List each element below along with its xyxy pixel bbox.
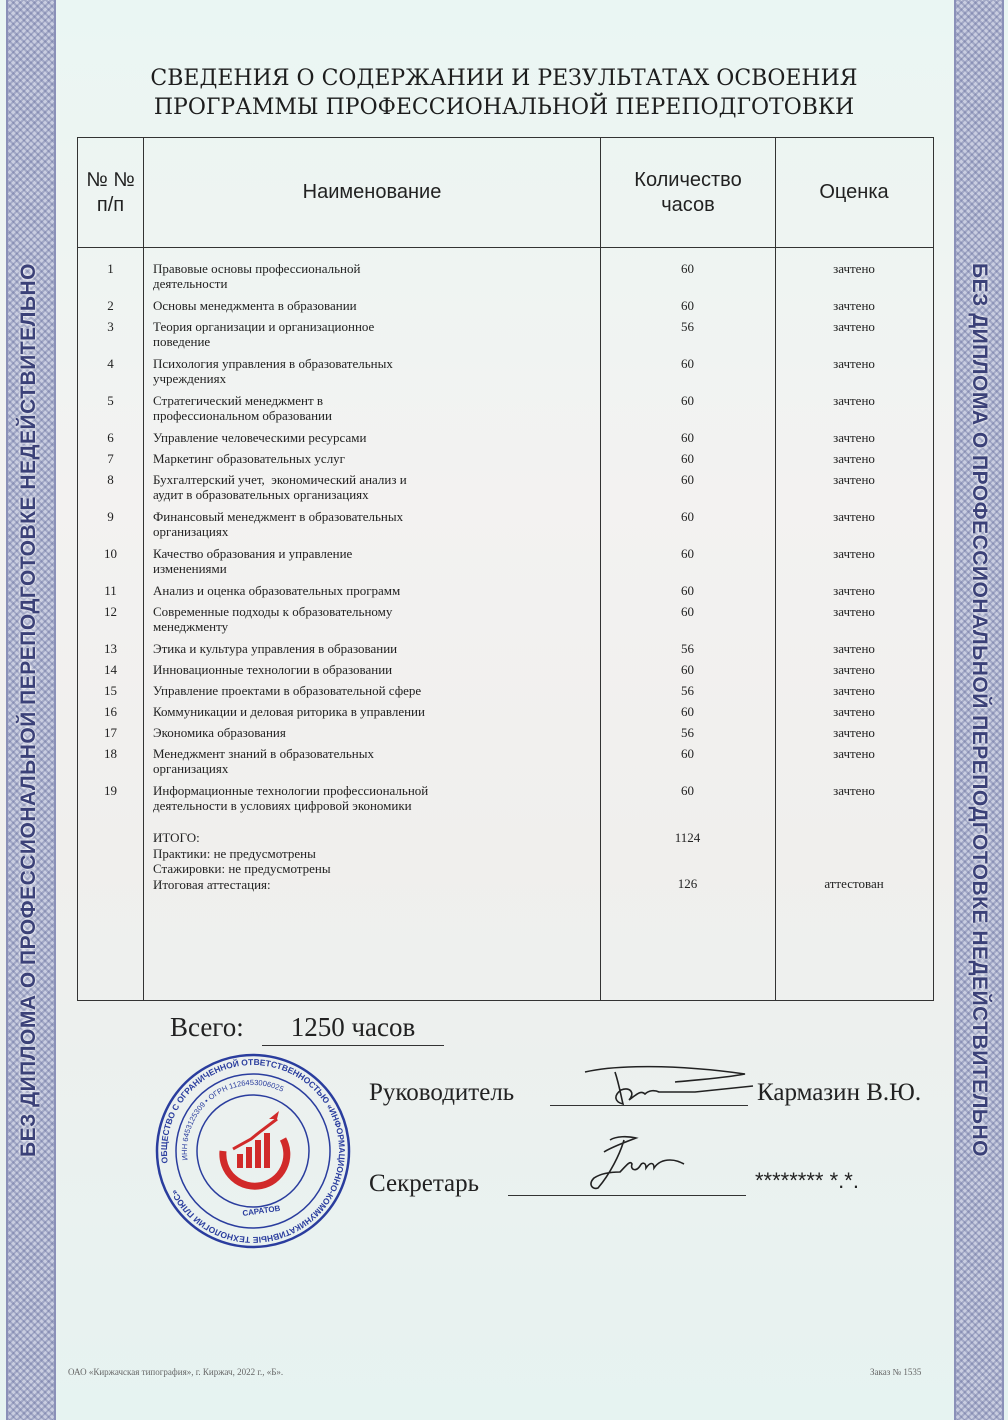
row-hours: 60: [681, 783, 694, 798]
row-name: [153, 746, 513, 776]
row-number: 8: [107, 472, 114, 487]
row-name-line-1: Информационные технологии профессиональной: [153, 783, 429, 798]
row-number: 4: [107, 356, 114, 371]
row-number: 13: [104, 641, 117, 656]
row-name-line-1: Инновационные технологии в образовании: [153, 662, 393, 677]
row-name-line-1: Анализ и оценка образовательных программ: [153, 583, 401, 598]
row-grade: зачтено: [833, 509, 875, 524]
row-name-line-1: Финансовый менеджмент в образовательных: [153, 509, 404, 524]
header-grade: Оценка: [819, 181, 889, 203]
total-hours: 1124: [674, 830, 701, 845]
row-number: 6: [107, 430, 114, 445]
row-number: 16: [104, 704, 117, 719]
row-name-line-1: Бухгалтерский учет, экономический анализ и: [153, 472, 407, 487]
row-number: 19: [104, 783, 117, 798]
row-name: [153, 509, 513, 539]
row-name: [153, 546, 513, 576]
row-name-line-2: деятельности: [153, 276, 228, 291]
row-grade: зачтено: [833, 725, 875, 740]
printer-imprint: ОАО «Киржачская типография», г. Киржач, 2022 г., «Б».: [68, 1367, 284, 1377]
left-border-text: БЕЗ ДИПЛОМА О ПРОФЕССИОНАЛЬНОЙ ПЕРЕПОДГОТОВКЕ НЕДЕЙСТВИТЕЛЬНО: [17, 263, 40, 1157]
row-number: 5: [107, 393, 114, 408]
row-hours: 60: [681, 356, 694, 371]
row-grade: зачтено: [833, 319, 875, 334]
header-divider: [78, 247, 933, 248]
row-name-line-1: Маркетинг образовательных услуг: [153, 451, 346, 466]
row-number: 9: [107, 509, 114, 524]
final-attestation-hours: 126: [677, 876, 698, 891]
row-grade: зачтено: [833, 298, 875, 313]
organization-seal: [153, 1051, 353, 1251]
row-hours: 60: [681, 261, 694, 276]
svg-text:ОБЩЕСТВО С ОГРАНИЧЕННОЙ ОТВЕТС: ОБЩЕСТВО С ОГРАНИЧЕННОЙ ОТВЕТСТВЕННОСТЬЮ «ИНФОРМАЦИОННО-КОММУНИКАТИВНЫЕ ТЕХНОЛОГИИ ПЛЮС»: [158, 1056, 348, 1246]
practice-text: Практики: не предусмотрены: [153, 845, 316, 861]
row-hours: 60: [681, 430, 694, 445]
row-name: [153, 430, 513, 445]
row-name-line-1: Основы менеджмента в образовании: [153, 298, 357, 313]
row-number: 12: [104, 604, 117, 619]
row-name-line-1: Стратегический менеджмент в: [153, 393, 324, 408]
row-name: [153, 583, 513, 598]
row-hours: 60: [681, 604, 694, 619]
row-grade: зачтено: [833, 704, 875, 719]
row-name-line-1: Коммуникации и деловая риторика в управлении: [153, 704, 425, 719]
row-name-line-2: изменениями: [153, 561, 227, 576]
row-name-line-1: Качество образования и управление: [153, 546, 353, 561]
row-hours: 60: [681, 298, 694, 313]
row-grade: зачтено: [833, 662, 875, 677]
row-hours: 60: [681, 704, 694, 719]
row-number: 2: [107, 298, 114, 313]
row-number: 3: [107, 319, 114, 334]
row-grade: зачтено: [833, 641, 875, 656]
row-hours: 56: [681, 725, 694, 740]
row-name-line-1: Этика и культура управления в образовании: [153, 641, 398, 656]
row-name: [153, 604, 513, 634]
row-name: [153, 356, 513, 386]
secretary-signature-icon: [580, 1130, 700, 1200]
secretary-label: Секретарь: [369, 1170, 480, 1197]
row-grade: зачтено: [833, 261, 875, 276]
total-label: ИТОГО:: [153, 830, 200, 845]
row-name-line-2: организациях: [153, 524, 229, 539]
row-name: [153, 704, 513, 719]
right-border-text: БЕЗ ДИПЛОМА О ПРОФЕССИОНАЛЬНОЙ ПЕРЕПОДГОТОВКЕ НЕДЕЙСТВИТЕЛЬНО: [968, 263, 991, 1157]
row-name-line-1: Менеджмент знаний в образовательных: [153, 746, 374, 761]
row-number: 11: [104, 583, 117, 598]
row-hours: 60: [681, 509, 694, 524]
row-name-line-2: аудит в образовательных организациях: [153, 487, 369, 502]
row-number: 7: [107, 451, 114, 466]
row-hours: 60: [681, 746, 694, 761]
subjects-table: [77, 137, 934, 1001]
row-name: [153, 393, 513, 423]
row-hours: 60: [681, 546, 694, 561]
row-hours: 60: [681, 393, 694, 408]
row-name-line-1: Психология управления в образовательных: [153, 356, 393, 371]
row-grade: зачтено: [833, 683, 875, 698]
row-grade: зачтено: [833, 746, 875, 761]
header-name: Наименование: [302, 181, 442, 203]
row-name-line-2: организациях: [153, 761, 229, 776]
row-name-line-2: профессиональном образовании: [153, 408, 332, 423]
row-name: [153, 261, 513, 291]
row-grade: зачтено: [833, 604, 875, 619]
row-number: 15: [104, 683, 117, 698]
row-name: [153, 319, 513, 349]
row-grade: зачтено: [833, 430, 875, 445]
row-name-line-2: поведение: [153, 334, 211, 349]
header-num-line-2: п/п: [96, 193, 125, 216]
row-grade: зачтено: [833, 546, 875, 561]
title-line-1: СВЕДЕНИЯ О СОДЕРЖАНИИ И РЕЗУЛЬТАТАХ ОСВОЕНИЯ: [150, 66, 858, 91]
internship-text: Стажировки: не предусмотрены: [153, 861, 331, 876]
header-num: [78, 138, 143, 247]
title-line-2: ПРОГРАММЫ ПРОФЕССИОНАЛЬНОЙ ПЕРЕПОДГОТОВКИ: [153, 95, 855, 120]
row-name: [153, 472, 513, 502]
header-hours-line-2: часов: [661, 193, 715, 216]
row-hours: 60: [681, 472, 694, 487]
row-grade: зачтено: [833, 356, 875, 371]
svg-text:ИНН 6453125309 • ОГРН 11264530: ИНН 6453125309 • ОГРН 1126453006025: [179, 1077, 286, 1161]
row-name-line-1: Управление человеческими ресурсами: [153, 430, 367, 445]
svg-text:САРАТОВ: САРАТОВ: [241, 1203, 281, 1219]
row-hours: 56: [681, 641, 694, 656]
row-name: [153, 683, 513, 698]
secretary-name: ******** *.*.: [755, 1168, 859, 1193]
row-name-line-1: Экономика образования: [153, 725, 286, 740]
row-name-line-2: учреждениях: [153, 371, 227, 386]
row-number: 14: [104, 662, 117, 677]
row-name: [153, 783, 513, 813]
head-signature-icon: [575, 1060, 765, 1110]
row-hours: 60: [681, 451, 694, 466]
total-label: Всего:: [170, 1012, 244, 1042]
row-number: 10: [104, 546, 117, 561]
row-name-line-1: Правовые основы профессиональной: [153, 261, 361, 276]
row-hours: 60: [681, 583, 694, 598]
row-name-line-1: Управление проектами в образовательной сфере: [153, 683, 422, 698]
header-hours-line-1: Количество: [634, 168, 742, 191]
row-grade: зачтено: [833, 472, 875, 487]
row-grade: зачтено: [833, 393, 875, 408]
row-name: [153, 298, 513, 313]
row-grade: зачтено: [833, 583, 875, 598]
seal-logo-icon: [223, 1111, 287, 1186]
head-label: Руководитель: [369, 1079, 515, 1106]
row-name-line-2: менеджменту: [153, 619, 229, 634]
row-name: [153, 662, 513, 677]
head-name: Кармазин В.Ю.: [757, 1079, 922, 1106]
row-name: [153, 725, 513, 740]
document-title: [0, 64, 1008, 122]
header-hours: [601, 138, 775, 247]
row-hours: 56: [681, 319, 694, 334]
row-name-line-1: Теория организации и организационное: [153, 319, 375, 334]
row-name-line-2: деятельности в условиях цифровой экономики: [153, 798, 412, 813]
final-attestation-label: Итоговая аттестация:: [153, 876, 271, 892]
row-grade: зачтено: [833, 451, 875, 466]
row-grade: зачтено: [833, 783, 875, 798]
final-attestation-grade: аттестован: [824, 876, 884, 891]
row-hours: 56: [681, 683, 694, 698]
row-number: 1: [107, 261, 114, 276]
column-divider: [143, 138, 144, 1000]
total-value: 1250 часов: [262, 1012, 444, 1046]
row-name-line-1: Современные подходы к образовательному: [153, 604, 393, 619]
order-number: Заказ № 1535: [870, 1367, 922, 1377]
row-name: [153, 641, 513, 656]
row-number: 18: [104, 746, 117, 761]
row-number: 17: [104, 725, 117, 740]
row-name: [153, 451, 513, 466]
row-hours: 60: [681, 662, 694, 677]
header-num-line-1: № №: [86, 168, 135, 191]
